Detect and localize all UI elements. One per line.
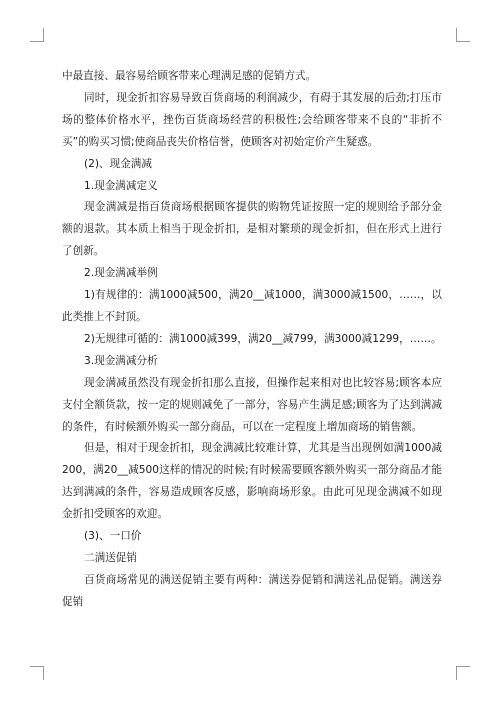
paragraph: 中最直接、最容易给顾客带来心理满足感的促销方式。 — [62, 70, 317, 82]
section-heading: (3)、一口价 — [84, 530, 142, 543]
section-heading: 二满送促销 — [84, 551, 137, 564]
crop-mark-top-left-h — [30, 41, 44, 42]
paragraph: 现金满减是指百货商场根据顾客提供的购物凭证按照一定的规则给予部分金额的退款。其本质上相当于现金折扣，是相对繁琐的现金折扣，但在形式上进行了创新。 — [62, 201, 442, 258]
paragraph: 同时，现金折扣容易导致百货商场的利润减少，有碍于其发展的后劲;打压市场的整体价格水平，挫伤百货商场经营的积极性;会给顾客带来不良的“非折不买”的购买习惯;使商品丧失价格信誉，使顾客对初始定价产生疑惑。 — [62, 91, 442, 148]
subsection-heading: 2.现金满减举例 — [84, 267, 158, 280]
crop-mark-bottom-left-h — [30, 666, 44, 667]
subsection-heading: 3.现金满减分析 — [84, 354, 158, 367]
paragraph: 百货商场常见的满送促销主要有两种：满送券促销和满送礼品促销。满送券促销 — [62, 573, 442, 608]
document-body — [62, 66, 442, 614]
crop-mark-top-left-v — [43, 28, 44, 42]
subsection-heading: 1.现金满减定义 — [84, 179, 158, 192]
section-heading: (2)、现金满减 — [84, 157, 152, 170]
paragraph: 但是，相对于现金折扣，现金满减比较难计算，尤其是当出现例如满1000减200，满20__减500这样的情况的时候;有时候需要顾客额外购买一部分商品才能达到满减的条件，容易造成顾客反感，影响商场形象。由此可见现金满减不如现金折扣受顾客的欢迎。 — [62, 442, 442, 521]
paragraph: 1)有规律的：满1000减500，满20__减1000，满3000减1500，……，以此类推上不封顶。 — [62, 289, 442, 323]
crop-mark-top-right-h — [456, 41, 470, 42]
crop-mark-bottom-left-v — [43, 666, 44, 680]
crop-mark-bottom-right-h — [456, 666, 470, 667]
paragraph: 2)无规律可循的：满1000减399，满20__减799，满3000减1299，……。 — [84, 332, 442, 345]
crop-mark-top-right-v — [456, 28, 457, 42]
paragraph: 现金满减虽然没有现金折扣那么直接，但操作起来相对也比较容易;顾客本应支付全额货款，按一定的规则减免了一部分，容易产生满足感;顾客为了达到满减的条件，有时候额外购买一部分商品，可以在一定程度上增加商场的销售额。 — [62, 376, 442, 433]
crop-mark-bottom-right-v — [456, 666, 457, 680]
